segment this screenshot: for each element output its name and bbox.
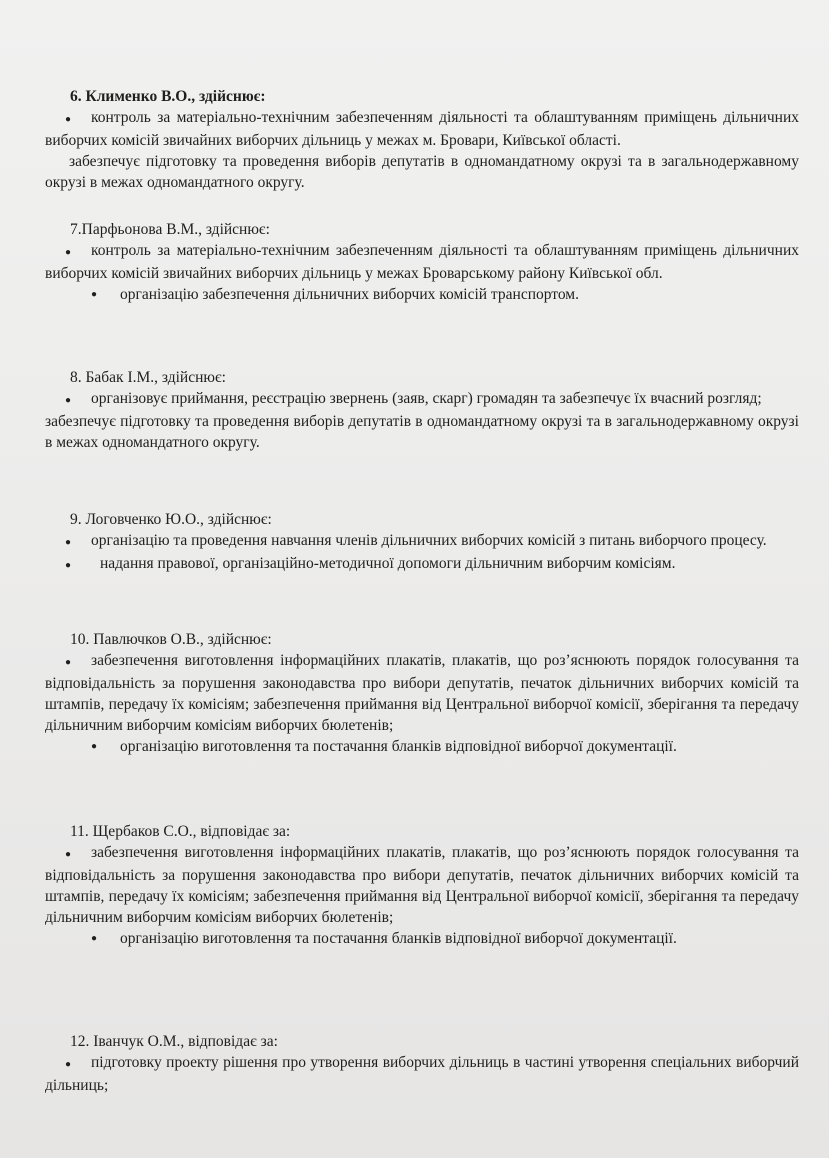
- section-title: 7.Парфьонова В.М., здійснює:: [70, 221, 270, 238]
- bullet-item: [45, 388, 799, 411]
- bullet-item: [45, 650, 799, 736]
- bullet-item: [45, 842, 799, 928]
- bullet-text: організацію виготовлення та постачання бланків відповідної виборчої документації.: [120, 738, 677, 755]
- bullet-item: [45, 736, 799, 757]
- section-11: [45, 821, 799, 949]
- bullet-icon: ●: [65, 395, 72, 406]
- section-8: [45, 367, 799, 453]
- section-12: [45, 1031, 799, 1096]
- section-6: [45, 86, 799, 193]
- bullet-text: надання правової, організаційно-методичної допомоги дільничним виборчим комісіям.: [100, 555, 676, 572]
- bullet-text: забезпечення виготовлення інформаційних плакатів, плакатів, що роз’яснюють порядок голосування та відповідальність за порушення законодавства про вибори депутатів, печаток дільничних виборчих комісій та штампів, передачу їх комісіям; забезпечення приймання від Центральної виборчої комісії, зберігання та передачу дільничним виборчим комісіям виборчих бюлетенів;: [45, 844, 799, 926]
- bullet-text: забезпечення виготовлення інформаційних плакатів, плакатів, що роз’яснюють порядок голосування та відповідальність за порушення законодавства про вибори депутатів, печаток дільничних виборчих комісій та штампів, передачу їх комісіям; забезпечення приймання від Центральної виборчої комісії, зберігання та передачу дільничним виборчим комісіям виборчих бюлетенів;: [45, 652, 799, 734]
- bullet-text: організацію виготовлення та постачання бланків відповідної виборчої документації.: [120, 930, 677, 947]
- bullet-icon: ●: [65, 657, 72, 668]
- bullet-item: [45, 928, 799, 949]
- section-title: 12. Іванчук О.М., відповідає за:: [70, 1033, 278, 1050]
- bullet-icon: ●: [65, 849, 72, 860]
- bullet-icon: ●: [65, 1059, 72, 1070]
- bullet-icon: ●: [65, 537, 72, 548]
- bullet-text: контроль за матеріально-технічним забезпеченням діяльності та облаштуванням приміщень дільничних виборчих комісій звичайних виборчих дільниць у межах Броварському району Київської обл.: [45, 242, 799, 282]
- bullet-text: контроль за матеріально-технічним забезпеченням діяльності та облаштуванням приміщень дільничних виборчих комісій звичайних виборчих дільниць у межах м. Бровари, Київської області.: [45, 109, 799, 149]
- section-title: 8. Бабак І.М., здійснює:: [70, 369, 226, 386]
- paragraph: забезпечує підготовку та проведення виборів депутатів в одномандатному окрузі та в загальнодержавному окрузі в межах одномандатного округу.: [45, 153, 799, 191]
- section-title: 10. Павлючков О.В., здійснює:: [70, 631, 272, 648]
- bullet-icon: ●: [65, 247, 72, 258]
- section-7: [45, 219, 799, 305]
- bullet-icon: ●: [65, 560, 72, 571]
- bullet-item: [45, 553, 799, 576]
- section-title: 11. Щербаков С.О., відповідає за:: [70, 823, 291, 840]
- bullet-text: організацію та проведення навчання членів дільничних виборчих комісій з питань виборчого процесу.: [91, 532, 767, 549]
- section-title: 9. Логовченко Ю.О., здійснює:: [70, 511, 272, 528]
- bullet-icon: ●: [65, 114, 72, 125]
- paragraph: забезпечує підготовку та проведення виборів депутатів в одномандатному окрузі та в загальнодержавному окрузі в межах одномандатного округу.: [45, 413, 799, 451]
- bullet-item: [45, 107, 799, 151]
- bullet-text: організовує приймання, реєстрацію звернень (заяв, скарг) громадян та забезпечує їх вчасний розгляд;: [91, 390, 762, 407]
- bullet-icon: ●: [91, 289, 98, 300]
- section-title: 6. Клименко В.О., здійснює:: [70, 88, 266, 105]
- bullet-item: [45, 530, 799, 553]
- bullet-item: [45, 284, 799, 305]
- bullet-icon: ●: [91, 933, 98, 944]
- bullet-icon: ●: [91, 741, 98, 752]
- bullet-text: підготовку проекту рішення про утворення виборчих дільниць в частині утворення спеціальних виборчий дільниць;: [45, 1054, 799, 1094]
- section-10: [45, 629, 799, 757]
- section-9: [45, 509, 799, 576]
- bullet-item: [45, 240, 799, 284]
- bullet-item: [45, 1052, 799, 1096]
- bullet-text: організацію забезпечення дільничних виборчих комісій транспортом.: [120, 286, 579, 303]
